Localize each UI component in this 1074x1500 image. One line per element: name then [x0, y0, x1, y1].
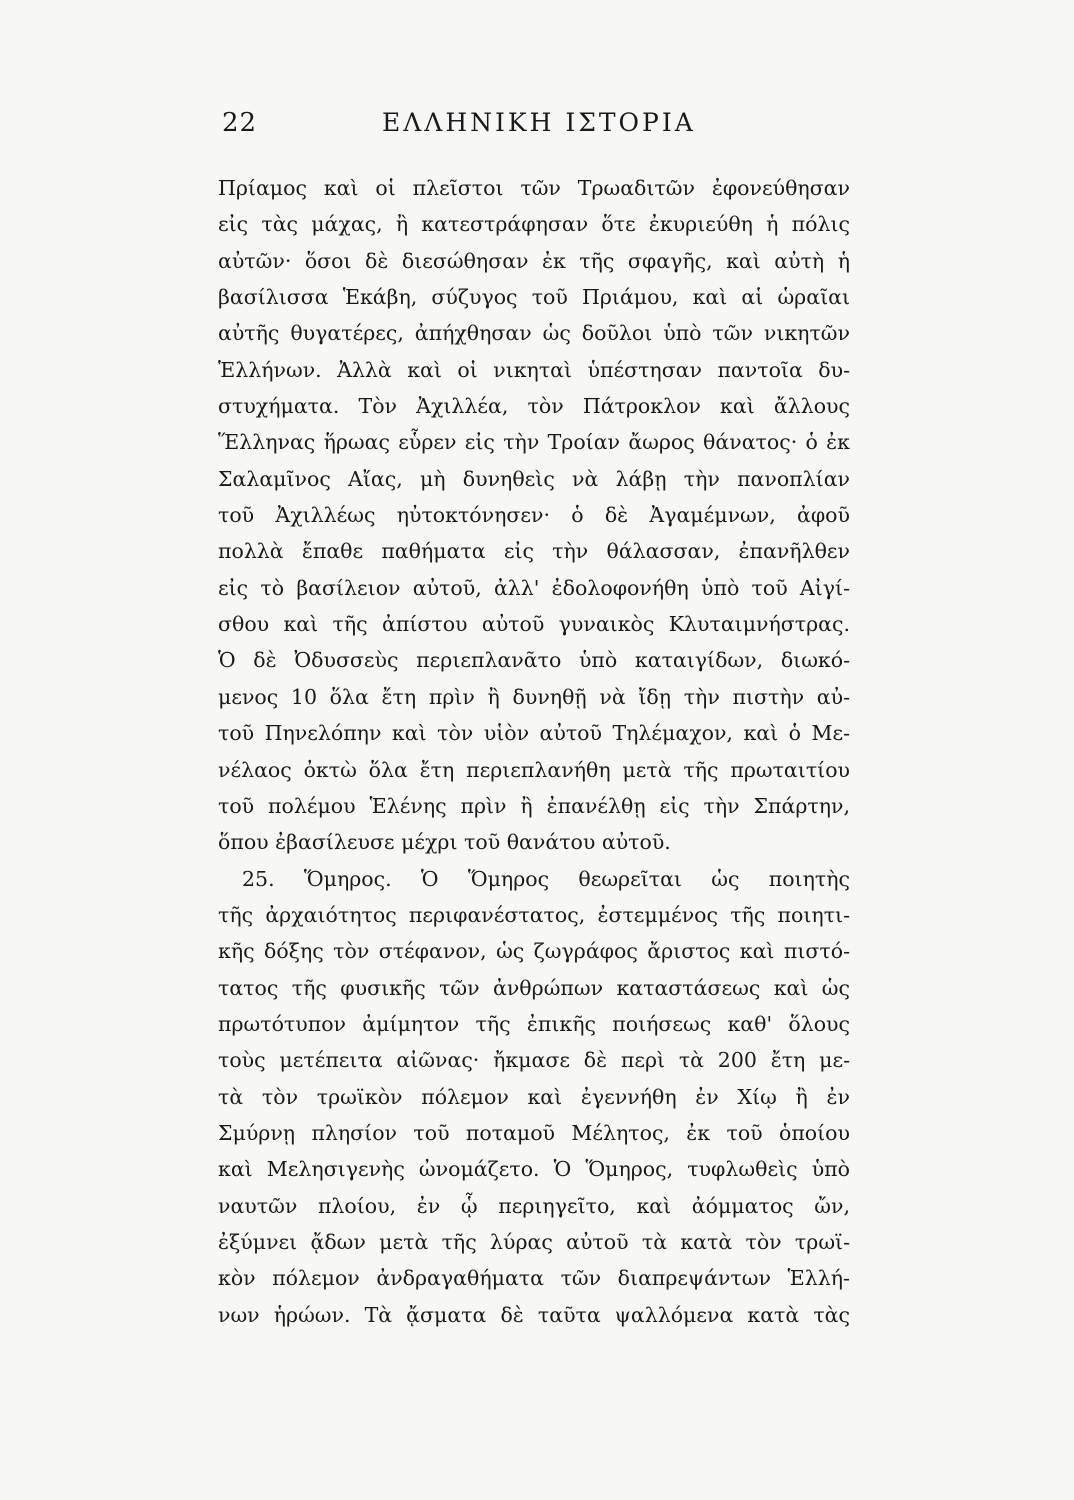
text-line: κῆς δόξης τὸν στέφανον, ὡς ζωγράφος ἄριστος καὶ πιστό- [218, 939, 850, 964]
text-line: μενος 10 ὅλα ἔτη πρὶν ἢ δυνηθῇ νὰ ἴδῃ τὴν πιστὴν αὐ- [218, 684, 850, 709]
text-line: τοὺς μετέπειτα αἰῶνας· ἤκμασε δὲ περὶ τὰ 200 ἔτη με- [218, 1048, 850, 1073]
text-line: αὐτῶν· ὅσοι δὲ διεσώθησαν ἐκ τῆς σφαγῆς, καὶ αὐτὴ ἡ [218, 248, 850, 273]
text-line: πρωτότυπον ἀμίμητον τῆς ἐπικῆς ποιήσεως καθ' ὅλους [218, 1011, 850, 1036]
text-line: νων ἡρώων. Τὰ ᾄσματα δὲ ταῦτα ψαλλόμενα κατὰ τὰς [218, 1302, 850, 1327]
page-number: 22 [222, 108, 258, 138]
text-line: τοῦ Ἀχιλλέως ηὐτοκτόνησεν· ὁ δὲ Ἀγαμέμνων, ἀφοῦ [218, 503, 850, 528]
text-line: τατος τῆς φυσικῆς τῶν ἀνθρώπων καταστάσεως καὶ ὡς [218, 975, 850, 1000]
text-line: τοῦ Πηνελόπην καὶ τὸν υἱὸν αὐτοῦ Τηλέμαχον, καὶ ὁ Με- [218, 721, 850, 746]
text-line: τῆς ἀρχαιότητος περιφανέστατος, ἐστεμμένος τῆς ποιητι- [218, 902, 850, 927]
page-header [222, 108, 862, 148]
text-line: Σμύρνῃ πλησίον τοῦ ποταμοῦ Μέλητος, ἐκ τοῦ ὁποίου [218, 1120, 850, 1145]
text-line: κὸν πόλεμον ἀνδραγαθήματα τῶν διαπρεψάντων Ἑλλή- [218, 1266, 850, 1291]
text-line: βασίλισσα Ἑκάβη, σύζυγος τοῦ Πριάμου, καὶ αἱ ὡραῖαι [218, 285, 850, 310]
text-line: Ὁ δὲ Ὀδυσσεὺς περιεπλανᾶτο ὑπὸ καταιγίδων, διωκό- [218, 648, 850, 673]
running-title: ΕΛΛΗΝΙΚΗ ΙΣΤΟΡΙΑ [382, 108, 696, 137]
text-line: Ἕλληνας ἥρωας εὗρεν εἰς τὴν Τροίαν ἄωρος θάνατος· ὁ ἐκ [218, 430, 850, 455]
text-line: τοῦ πολέμου Ἑλένης πρὶν ἢ ἐπανέλθῃ εἰς τὴν Σπάρτην, [218, 793, 850, 818]
text-line: ἐξύμνει ᾄδων μετὰ τῆς λύρας αὐτοῦ τὰ κατὰ τὸν τρωϊ- [218, 1229, 850, 1254]
body-text [218, 170, 850, 1333]
text-line: νέλαος ὀκτὼ ὅλα ἔτη περιεπλανήθη μετὰ τῆς πρωταιτίου [218, 757, 850, 782]
text-line: Σαλαμῖνος Αἴας, μὴ δυνηθεὶς νὰ λάβῃ τὴν πανοπλίαν [218, 466, 850, 491]
text-line: αὐτῆς θυγατέρες, ἀπήχθησαν ὡς δοῦλοι ὑπὸ τῶν νικητῶν [218, 321, 850, 346]
text-line: τὰ τὸν τρωϊκὸν πόλεμον καὶ ἐγεννήθη ἐν Χίῳ ἢ ἐν [218, 1084, 850, 1109]
section-heading-line: 25. Ὅμηρος. Ὁ Ὅμηρος θεωρεῖται ὡς ποιητὴς [242, 866, 850, 891]
text-line: σθου καὶ τῆς ἀπίστου αὐτοῦ γυναικὸς Κλυταιμνήστρας. [218, 612, 850, 637]
text-line: στυχήματα. Τὸν Ἀχιλλέα, τὸν Πάτροκλον καὶ ἄλλους [218, 394, 850, 419]
text-line: πολλὰ ἔπαθε παθήματα εἰς τὴν θάλασσαν, ἐπανῆλθεν [218, 539, 850, 564]
text-line: εἰς τὰς μάχας, ἢ κατεστράφησαν ὅτε ἐκυριεύθη ἡ πόλις [218, 212, 850, 237]
text-line: ναυτῶν πλοίου, ἐν ᾧ περιηγεῖτο, καὶ ἀόμματος ὤν, [218, 1193, 850, 1218]
text-line: εἰς τὸ βασίλειον αὐτοῦ, ἀλλ' ἐδολοφονήθη ὑπὸ τοῦ Αἰγί- [218, 575, 850, 600]
text-line: ὅπου ἐβασίλευσε μέχρι τοῦ θανάτου αὐτοῦ. [218, 830, 671, 855]
text-line: Ἑλλήνων. Ἀλλὰ καὶ οἱ νικηταὶ ὑπέστησαν παντοῖα δυ- [218, 357, 850, 382]
text-line: καὶ Μελησιγενὴς ὠνομάζετο. Ὁ Ὅμηρος, τυφλωθεὶς ὑπὸ [218, 1157, 850, 1182]
text-line: Πρίαμος καὶ οἱ πλεῖστοι τῶν Τρωαδιτῶν ἐφονεύθησαν [218, 176, 850, 200]
